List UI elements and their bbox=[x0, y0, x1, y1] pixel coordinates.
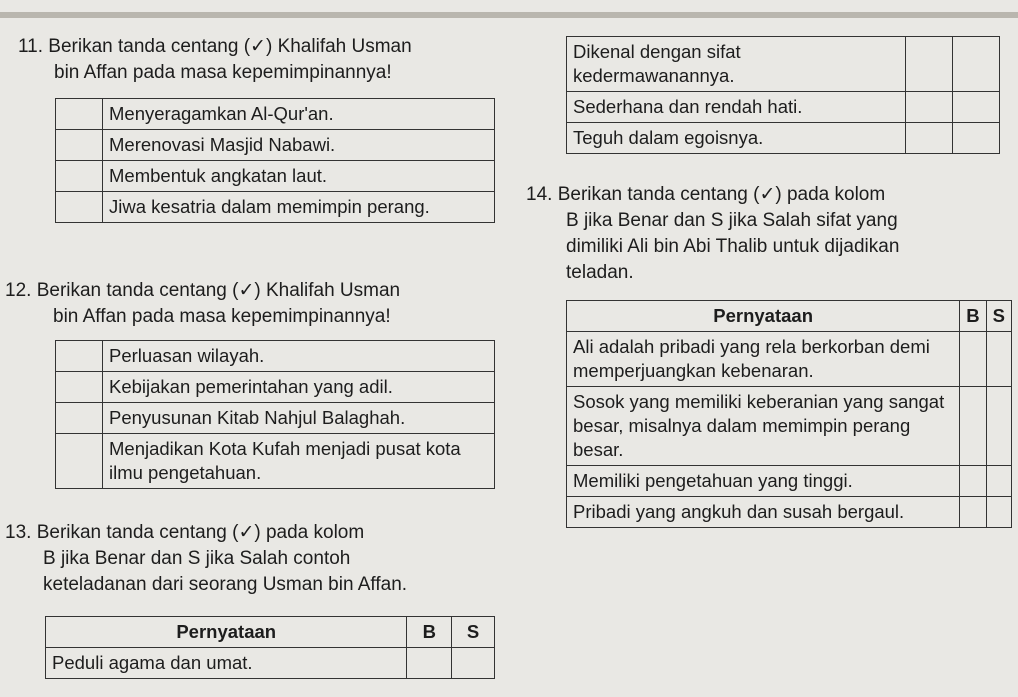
question-text: bin Affan pada masa kepemimpinannya! bbox=[53, 306, 391, 327]
table-row bbox=[567, 37, 1000, 92]
table-row bbox=[567, 332, 1012, 387]
table-row bbox=[56, 434, 495, 489]
question-14 bbox=[526, 182, 1014, 286]
question-text: Berikan tanda centang (✓) pada kolom bbox=[36, 522, 365, 543]
checkbox-cell[interactable] bbox=[56, 161, 103, 192]
item-text: Penyusunan Kitab Nahjul Balaghah. bbox=[103, 403, 495, 434]
checkbox-cell[interactable] bbox=[906, 123, 953, 154]
header-statement: Pernyataan bbox=[567, 301, 960, 332]
table-row bbox=[56, 99, 495, 130]
page-top-rule bbox=[0, 12, 1018, 18]
question-text: B jika Benar dan S jika Salah contoh bbox=[43, 548, 351, 569]
question-text: Berikan tanda centang (✓) pada kolom bbox=[557, 184, 886, 205]
question-text: Berikan tanda centang (✓) Khalifah Usman bbox=[36, 280, 401, 301]
checkbox-cell[interactable] bbox=[56, 403, 103, 434]
table-row bbox=[56, 341, 495, 372]
item-text: Kebijakan pemerintahan yang adil. bbox=[103, 372, 495, 403]
question-text: bin Affan pada masa kepemimpinannya! bbox=[54, 62, 392, 83]
question-number: 13. bbox=[5, 522, 32, 543]
checkbox-s[interactable] bbox=[452, 648, 495, 679]
table-row bbox=[567, 92, 1000, 123]
checkbox-b[interactable] bbox=[407, 648, 452, 679]
table-row bbox=[567, 466, 1012, 497]
checkbox-b[interactable] bbox=[960, 497, 986, 528]
checkbox-s[interactable] bbox=[986, 497, 1011, 528]
question-number: 14. bbox=[526, 184, 553, 205]
item-text: Menjadikan Kota Kufah menjadi pusat kota ilmu pengetahuan. bbox=[103, 434, 495, 489]
checkbox-s[interactable] bbox=[986, 332, 1011, 387]
question-text: teladan. bbox=[566, 262, 634, 283]
table-row bbox=[567, 387, 1012, 466]
table-row bbox=[567, 123, 1000, 154]
checkbox-b[interactable] bbox=[960, 387, 986, 466]
question-12 bbox=[5, 278, 400, 330]
item-text: Dikenal dengan sifat kedermawanannya. bbox=[567, 37, 906, 92]
checkbox-s[interactable] bbox=[986, 466, 1011, 497]
statement-text: Sosok yang memiliki keberanian yang sangat besar, misalnya dalam memimpin perang besar. bbox=[567, 387, 960, 466]
checkbox-cell[interactable] bbox=[953, 92, 1000, 123]
checkbox-cell[interactable] bbox=[56, 341, 103, 372]
checkbox-cell[interactable] bbox=[56, 192, 103, 223]
q12-table bbox=[55, 340, 495, 489]
question-text: Berikan tanda centang (✓) Khalifah Usman bbox=[48, 36, 412, 57]
checkbox-cell[interactable] bbox=[906, 92, 953, 123]
q11-table bbox=[55, 98, 495, 223]
checkbox-cell[interactable] bbox=[56, 372, 103, 403]
table-row bbox=[56, 161, 495, 192]
header-s: S bbox=[986, 301, 1011, 332]
table-row bbox=[56, 130, 495, 161]
item-text: Merenovasi Masjid Nabawi. bbox=[103, 130, 495, 161]
table-header-row bbox=[46, 617, 495, 648]
question-number: 11. bbox=[18, 36, 44, 57]
checkbox-s[interactable] bbox=[986, 387, 1011, 466]
q13-table bbox=[45, 616, 495, 679]
checkbox-cell[interactable] bbox=[56, 434, 103, 489]
question-13 bbox=[5, 520, 407, 598]
checkbox-cell[interactable] bbox=[953, 123, 1000, 154]
checkbox-cell[interactable] bbox=[953, 37, 1000, 92]
header-b: B bbox=[407, 617, 452, 648]
checkbox-cell[interactable] bbox=[56, 130, 103, 161]
question-number: 12. bbox=[5, 280, 32, 301]
table-header-row bbox=[567, 301, 1012, 332]
statement-text: Peduli agama dan umat. bbox=[46, 648, 407, 679]
statement-text: Pribadi yang angkuh dan susah bergaul. bbox=[567, 497, 960, 528]
q14-table bbox=[566, 300, 1012, 528]
statement-text: Ali adalah pribadi yang rela berkorban demi memperjuangkan kebenaran. bbox=[567, 332, 960, 387]
question-text: keteladanan dari seorang Usman bin Affan. bbox=[43, 574, 408, 595]
table-row bbox=[46, 648, 495, 679]
checkbox-b[interactable] bbox=[960, 466, 986, 497]
question-text: dimiliki Ali bin Abi Thalib untuk dijadikan bbox=[566, 236, 900, 257]
item-text: Teguh dalam egoisnya. bbox=[567, 123, 906, 154]
item-text: Sederhana dan rendah hati. bbox=[567, 92, 906, 123]
header-statement: Pernyataan bbox=[46, 617, 407, 648]
item-text: Menyeragamkan Al-Qur'an. bbox=[103, 99, 495, 130]
question-text: B jika Benar dan S jika Salah sifat yang bbox=[566, 210, 898, 231]
item-text: Membentuk angkatan laut. bbox=[103, 161, 495, 192]
table-row bbox=[56, 403, 495, 434]
table-row bbox=[56, 192, 495, 223]
statement-text: Memiliki pengetahuan yang tinggi. bbox=[567, 466, 960, 497]
header-s: S bbox=[452, 617, 495, 648]
checkbox-b[interactable] bbox=[960, 332, 986, 387]
table-row bbox=[567, 497, 1012, 528]
q11-continued-table bbox=[566, 36, 1000, 154]
item-text: Perluasan wilayah. bbox=[103, 341, 495, 372]
table-row bbox=[56, 372, 495, 403]
header-b: B bbox=[960, 301, 986, 332]
item-text: Jiwa kesatria dalam memimpin perang. bbox=[103, 192, 495, 223]
checkbox-cell[interactable] bbox=[906, 37, 953, 92]
checkbox-cell[interactable] bbox=[56, 99, 103, 130]
question-11 bbox=[18, 34, 412, 86]
